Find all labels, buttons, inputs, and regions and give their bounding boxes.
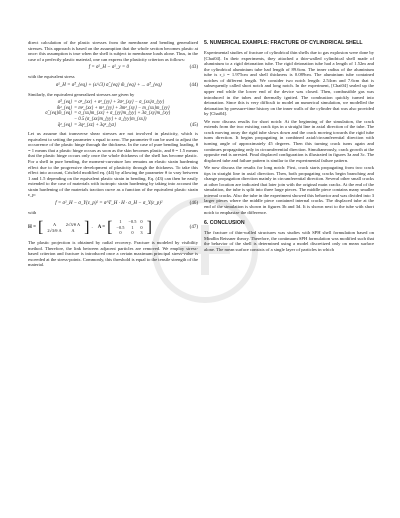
eq-lhs: q̂²_{eq}: [57, 122, 72, 128]
matrix-cell: 1: [119, 219, 122, 225]
bracket-right: ]: [84, 218, 90, 236]
matrix-cell: A: [71, 227, 75, 233]
eq-lhs: m̂²_{eq}: [56, 105, 72, 111]
matrix-cell: 0: [140, 224, 143, 230]
matrix-cell: 0: [140, 219, 143, 225]
matrix-cell: A: [52, 222, 57, 228]
matrix-h-table: [45, 222, 82, 233]
eq-rhs: = σ_{xx}m_{xx} + σ_{yy}m_{yy} + 3σ_{xy}m_{xy}: [74, 111, 171, 117]
matrix-a-table: [114, 219, 144, 236]
paragraph: We now discuss the results for long notch: First, crack starts propagating from two crack tips in straight line in axial direction. Then, both propagating cracks begin branching and change propagation direction mainly in circumferential direction. Several other small cracks at other location are indicated that later join with the original main cracks. At the end of the simulation, the tube is split into three large pieces. The middle piece contains many smaller internal cracks. Also the tube in the experiment showed this behavior and was divided into 3 larger pieces where the middle piece contained internal cracks. The displaced tube at the end of the simulation is shown in figures 3b and 3d. It is shown next to the tube with short notch to emphasize the difference.: [204, 165, 374, 215]
matrix-label: H =: [28, 224, 36, 230]
equation-46: [28, 201, 198, 207]
equation-expression: σ²_H = σ̂²_{eq} + (s/√3) σ̂_{eq} m̂_{eq} + ... σ̂²_{eq}: [55, 82, 162, 88]
matrix-cell: −0.5: [116, 224, 125, 230]
matrix-cell: −0.5: [128, 219, 137, 225]
section-heading: 6. CONCLUSION: [204, 220, 245, 227]
equation-47: [28, 219, 198, 236]
paragraph: with the equivalent stress: [28, 74, 75, 80]
right-column: [204, 40, 374, 254]
paragraph: with: [28, 209, 37, 215]
section-heading: 5. NUMERICAL EXAMPLE: FRACTURE OF CYLINDRICAL SHELL: [204, 40, 363, 46]
equation-expression: f = σ²_H − σ_Y(ε_p)² = σ^T_H · H · σ_H − σ_Y(ε_p)²: [55, 200, 163, 206]
equation-number: (44): [189, 82, 198, 88]
left-column: [28, 40, 198, 270]
eq-lhs: σ̂²_{eq}: [57, 100, 72, 106]
eq-lhs: σ̂_{eq}m̂_{eq}: [45, 111, 72, 117]
separator: .: [91, 224, 93, 230]
matrix-cell: 3: [140, 230, 143, 236]
equation-44: [28, 83, 198, 89]
equation-number: (43): [189, 65, 198, 71]
bracket-left: [: [38, 218, 44, 236]
matrix-cell: 2√3/θ A: [65, 222, 81, 228]
equation-number: (46): [189, 200, 198, 206]
equation-number: (47): [189, 224, 198, 230]
matrix-cell: 0: [131, 230, 134, 236]
eq-rhs: = σ²_{xx} + σ²_{yy} + 3σ²_{xy} − σ_{xx}σ_{yy}: [74, 100, 165, 106]
matrix-label: A =: [97, 224, 106, 230]
bracket-left: [: [107, 218, 113, 236]
paragraph: Experimental studies of fracture of cylindrical thin shells due to gas explosion were done by [Chai04]. In their experiments, they attached a thin-walled cylindrical shell made of aluminium to a rigid detonation tube. The rigid detonation tube had a length of 1.52m and the cylindrical aluminium tube had length of 89.6cm. The inner radius of the aluminium tube is r_i = 1.975cm and shell thickness is 0.089cm. The aluminium tube contained notches of different length. We consider two notch length: 2.54cm and 7.6cm that is subsequently called short notch and long notch. In the experiment, [Chai04] sealed up the upper end while the lower end of the device was closed. Then, combustible gas was introduced in the tubes and thermally ignited. The combustion quickly turned into detonation. Since this is very difficult to model an numerical simulation, we modelled the detonation by pressure-time history on the inner walls of the cylinder that was also provided by [Chai04].: [204, 50, 374, 117]
equation-45: [28, 100, 198, 128]
matrix-cell: 2√3/θ A: [47, 227, 62, 233]
paragraph: We now discuss results for short notch: At the beginning of the simulation, the crack extends from the two existing crack tips in a straight line in axial direction of the tube. The crack moving away the rigid tube slows down and the crack moving towards the rigid tube turns direction. It begins propagating in combined axial/circumferential direction with turning angle of approximately 45 degrees. Then this turning crack turns again and continues propagating only in circumferential direction. Simultaneously, crack growth at the opposite end is arrested. Final displaced configuration is illustrated in figures 3a and 3c. The displaced tube and failure pattern is similar to the experimental failure pattern.: [204, 118, 374, 163]
equation-43: [28, 65, 198, 71]
eq-rhs: = m²_{xx} + m²_{yy} + 3m²_{xy} − m_{xx}m_{yy}: [74, 105, 170, 111]
eq-rhs: = 3q²_{xz} + 3q²_{yz}: [74, 122, 117, 128]
paragraph: The plastic projection is obtained by radial recovery. Fracture is modeled by visibility method. Therefore, the link between adjacent particles are removed. We employ stress-based criterion and fracture is introduced once a certain maximum principal stress-value is exceeded at the stress-points. Commonly, this threshold is equal to the tensile strength of the material.: [28, 240, 198, 268]
paragraph: direct calculation of the plastic stresses from the membrane and bending generalized stresses. This approach is based on the assumption that the whole section becomes plastic at once: this assumption is true when the shell is subject to membrane loads alone. Thus, in the case of a perfectly plastic material, one can express the plasticity criterion as follows:: [28, 40, 198, 62]
paragraph: The fracture of thin-walled structures was studies with SPH shell formulation based on Mindlin Reissner theory. Therefore, the continuum SPH formulation was modified such that the behavior of the shell is determined using a model discretized only on mean surface alone. The mean surface consists of a single layer of particles in which: [204, 230, 374, 252]
equation-expression: f = σ²_H − σ²_y = 0: [88, 65, 129, 71]
paragraph: Let us assume that transverse shear stresses are not involved in plasticity, which is equivalent to setting the parameter s equal to zero. The parameter θ can be used to adjust the occurrence of the plastic hinge through the thickness. In the case of pure bending loading, θ = 1 means that a plastic hinge occurs as soon as the skin becomes plastic, and θ = 1.5 means that the plastic hinge occurs only once the whole thickness of the shell has become plastic. For a shell in pure bending, the moment-curvature law remains an elastic strain hardening effect due to the progressive development of plasticity through the thickness. To take this effect into account, Crisfield modified eq. (44) by allowing the parameter θ to vary between 1 and 1.5 depending on the equivalent plastic strain in bending. Eq. (43) can then be easily extended to the case of materials with isotropic strain hardening by taking into account the strain hardening of the materials traction curve as a function of the equivalent plastic strain ε_p:: [28, 131, 198, 198]
paragraph: Similarly, the equivalent generalized stresses are given by: [28, 91, 135, 97]
bracket-right: ]: [146, 218, 152, 236]
matrix-h: [28, 219, 152, 236]
matrix-cell: 1: [131, 224, 134, 230]
equation-number: (45): [190, 122, 198, 128]
eq-rhs: − 0.5 (σ_{xx}m_{yy} + σ_{yy}m_{xx}): [74, 117, 147, 123]
matrix-cell: 0: [119, 230, 122, 236]
